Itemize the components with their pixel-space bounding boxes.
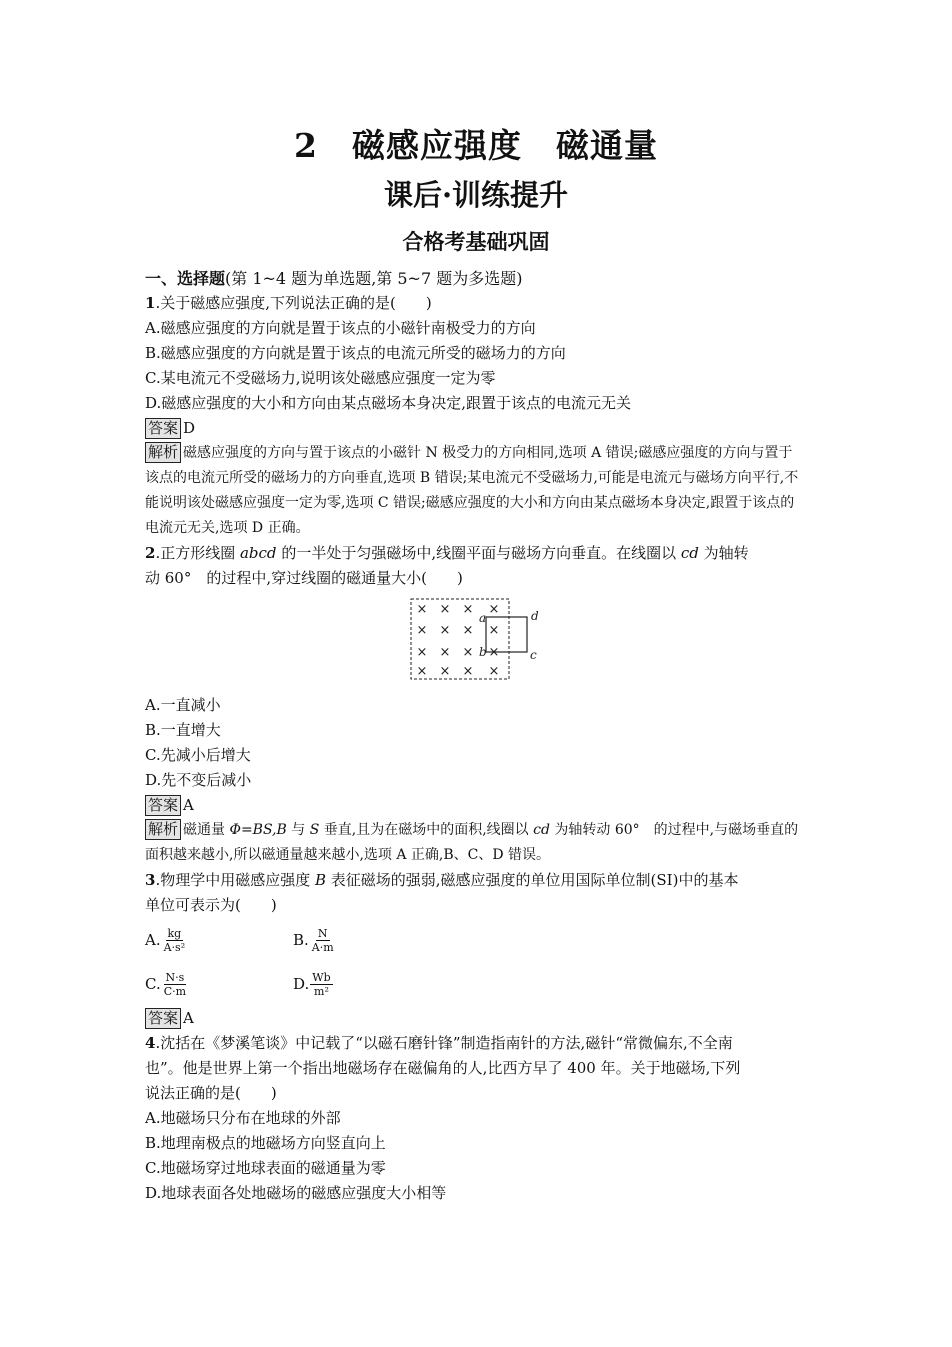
label-c: c xyxy=(530,648,537,662)
part-heading: 一、选择题(第 1~4 题为单选题,第 5~7 题为多选题) xyxy=(145,269,523,288)
field-cross: × xyxy=(439,602,451,617)
q1-analysis: 解析 磁感应强度的方向与置于该点的小磁针 N 极受力的方向相同,选项 A 错误;磁感应强度的方向与置于该点的电流元所受的磁场力的方向垂直,选项 B 错误;某电流元不受磁场力,可能是电流元与磁场方向平行,不能说明该处磁感应强度一定为零,选项 C 错误;磁感应强度的大小和方向由某点磁场本身决定,跟置于该点的电流元无关,选项 D 正确。 xyxy=(145,443,799,536)
q3-option-a: A. $\frac{kg}{\text{A·s²}}$ xyxy=(145,926,186,954)
unit-fraction: $\frac{Wb}{\text{m²}}$ xyxy=(312,970,331,998)
magnetic-field-coil-diagram xyxy=(410,593,550,681)
field-cross: × xyxy=(462,645,474,660)
q4-option-c: C.地磁场穿过地球表面的磁通量为零 xyxy=(145,1159,386,1177)
field-cross: × xyxy=(439,645,451,660)
q3-stem: 3.物理学中用磁感应强度 B 表征磁场的强弱,磁感应强度的单位用国际单位制(SI)中的基本 xyxy=(145,871,739,889)
section-heading: 合格考基础巩固 xyxy=(402,230,550,254)
q4-option-a: A.地磁场只分布在地球的外部 xyxy=(145,1109,341,1127)
lesson-title: 2 磁感应强度 磁通量 xyxy=(294,126,658,165)
analysis-tag: 解析 xyxy=(145,442,181,463)
q3-options-row-1 xyxy=(145,918,805,962)
field-cross: × xyxy=(439,664,451,679)
q4-stem-line2: 也”。他是世界上第一个指出地磁场存在磁偏角的人,比西方早了 400 年。关于地磁场,下列 xyxy=(145,1059,741,1077)
field-cross: × xyxy=(488,645,500,660)
answer-tag: 答案 xyxy=(145,1008,181,1029)
q3-option-d: D. $\frac{Wb}{\text{m²}}$ xyxy=(293,970,331,998)
field-cross: × xyxy=(416,645,428,660)
label-b: b xyxy=(479,645,487,659)
q4-stem-line3: 说法正确的是( ) xyxy=(145,1084,277,1102)
q3-stem-line2: 单位可表示为( ) xyxy=(145,896,277,914)
q4-option-b: B.地理南极点的地磁场方向竖直向上 xyxy=(145,1134,386,1152)
answer-tag: 答案 xyxy=(145,795,181,816)
q2-option-a: A.一直减小 xyxy=(145,696,221,714)
q2-answer: 答案 A xyxy=(145,793,805,818)
label-a: a xyxy=(479,611,487,625)
field-cross: × xyxy=(488,664,500,679)
q3-answer: 答案 A xyxy=(145,1006,805,1031)
question-content xyxy=(145,266,805,1206)
q2-analysis: 解析 磁通量 Φ=BS,B 与 S 垂直,且为在磁场中的面积,线圈以 cd 为轴转动 60° 的过程中,与磁场垂直的面积越来越小,所以磁通量越来越小,选项 A 正确,B、C、D 错误。 xyxy=(145,820,799,863)
q2-stem: 2.正方形线圈 abcd 的一半处于匀强磁场中,线圈平面与磁场方向垂直。在线圈以 cd 为轴转 xyxy=(145,544,749,562)
q2-figure xyxy=(145,593,805,693)
q1-option-a: A.磁感应强度的方向就是置于该点的小磁针南极受力的方向 xyxy=(145,319,536,337)
q2-option-d: D.先不变后减小 xyxy=(145,771,252,789)
field-crosses xyxy=(417,602,500,679)
q4-option-d: D.地球表面各处地磁场的磁感应强度大小相等 xyxy=(145,1184,447,1202)
q2-option-c: C.先减小后增大 xyxy=(145,746,251,764)
analysis-tag: 解析 xyxy=(145,819,181,840)
q1-option-d: D.磁感应强度的大小和方向由某点磁场本身决定,跟置于该点的电流元无关 xyxy=(145,394,632,412)
q3-options-row-2 xyxy=(145,962,805,1006)
unit-fraction: $\frac{N}{A\cdot m}$ xyxy=(311,926,334,954)
field-cross: × xyxy=(462,664,474,679)
q2-stem-line2: 动 60° 的过程中,穿过线圈的磁通量大小( ) xyxy=(145,569,463,587)
answer-tag: 答案 xyxy=(145,418,181,439)
field-cross: × xyxy=(416,602,428,617)
q1-answer: 答案 D xyxy=(145,416,805,441)
q2-option-b: B.一直增大 xyxy=(145,721,221,739)
field-cross: × xyxy=(462,623,474,638)
lesson-subtitle: 课后·训练提升 xyxy=(383,178,569,212)
field-cross: × xyxy=(462,602,474,617)
unit-fraction: $\frac{N\cdot s}{C\cdot m}$ xyxy=(163,970,187,998)
field-cross: × xyxy=(439,623,451,638)
field-cross: × xyxy=(488,623,500,638)
q3-option-b: B. $\frac{N}{A\cdot m}$ xyxy=(293,926,334,954)
unit-fraction: $\frac{kg}{\text{A·s²}}$ xyxy=(163,926,186,954)
field-cross: × xyxy=(416,664,428,679)
field-cross: × xyxy=(488,602,500,617)
q1-option-b: B.磁感应强度的方向就是置于该点的电流元所受的磁场力的方向 xyxy=(145,344,566,362)
q4-stem: 4.沈括在《梦溪笔谈》中记载了“以磁石磨针锋”制造指南针的方法,磁针“常微偏东,不全南 xyxy=(145,1034,733,1052)
label-d: d xyxy=(531,609,539,623)
field-cross: × xyxy=(416,623,428,638)
q1-stem: 1.关于磁感应强度,下列说法正确的是( ) xyxy=(145,294,432,312)
q3-option-c: C. $\frac{N\cdot s}{C\cdot m}$ xyxy=(145,970,187,998)
q1-option-c: C.某电流元不受磁场力,说明该处磁感应强度一定为零 xyxy=(145,369,496,387)
